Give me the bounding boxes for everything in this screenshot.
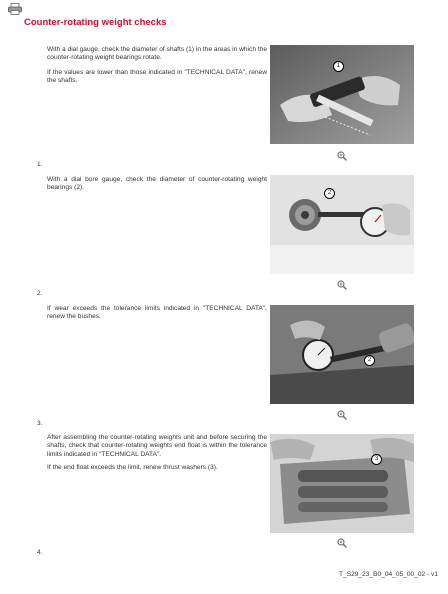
document-code: T_S29_23_B0_04_05_00_02 - v1 [339, 571, 438, 578]
step-4-photo[interactable] [270, 434, 414, 533]
callout-2: 2 [324, 188, 335, 199]
step-1-number: 1. [37, 161, 43, 168]
callout-1: 1 [333, 61, 344, 72]
zoom-icon[interactable] [337, 280, 347, 290]
page-title: Counter-rotating weight checks [24, 17, 167, 28]
step-1-paragraph-1: With a dial gauge, check the diameter of shafts (1) in the areas in which the counter-rotating weight bearings rotate. [47, 46, 267, 62]
step-4-number: 4. [37, 549, 43, 556]
zoom-icon[interactable] [337, 538, 347, 548]
step-3-photo[interactable] [270, 305, 414, 404]
step-3-paragraph-1: If wear exceeds the tolerance limits indicated in "TECHNICAL DATA", renew the bushes. [47, 305, 267, 321]
callout-3: 3 [371, 454, 382, 465]
step-2-photo[interactable] [270, 175, 414, 274]
step-4-paragraph-1: After assembling the counter-rotating weights unit and before securing the shafts, check that counter-rotating weights end float is within the tolerance limits indicated in "TECHNICAL DATA". [47, 434, 267, 458]
callout-2: 2 [364, 355, 375, 366]
step-2-paragraph-1: With a dial bore gauge, check the diameter of counter-rotating weight bearings (2). [47, 176, 267, 192]
step-2-number: 2. [37, 290, 43, 297]
step-1-photo[interactable] [270, 45, 414, 144]
zoom-icon[interactable] [337, 410, 347, 420]
step-1-paragraph-2: If the values are lower than those indicated in "TECHNICAL DATA", renew the shafts. [47, 69, 267, 85]
zoom-icon[interactable] [337, 151, 347, 161]
print-icon[interactable] [8, 3, 22, 15]
step-3-number: 3. [37, 420, 43, 427]
step-4-paragraph-2: If the end float exceeds the limit, renew thrust washers (3). [47, 464, 218, 471]
